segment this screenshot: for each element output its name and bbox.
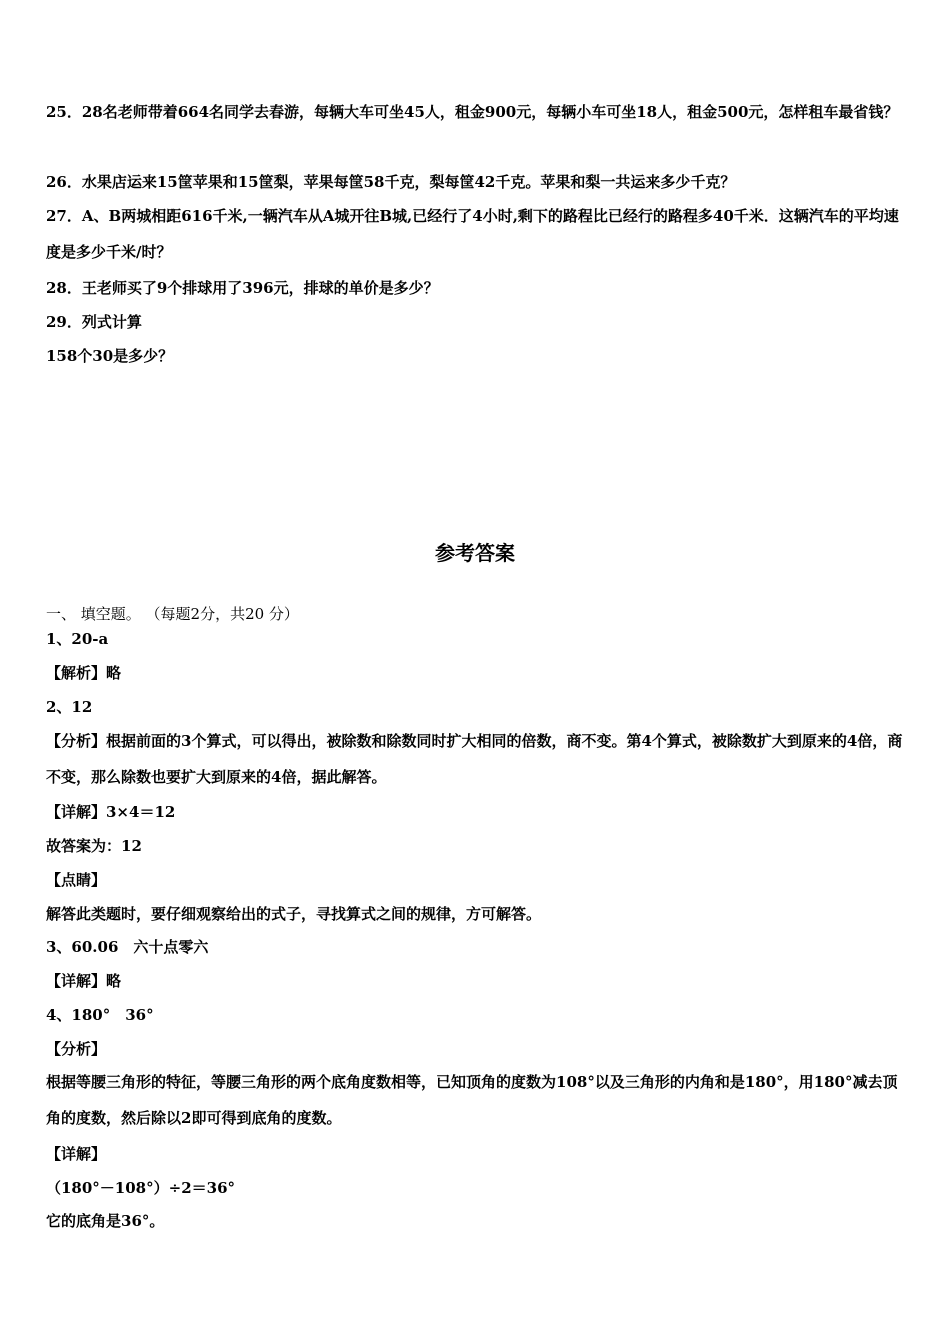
answer-2-analysis: 【分析】根据前面的3个算式，可以得出，被除数和除数同时扩大相同的倍数，商不变。第4个算式，被除数扩大到原来的4倍，商不变，那么除数也要扩大到原来的4倍，据此解答。	[46, 732, 903, 786]
answer-2: 2、12	[46, 698, 93, 716]
answer-1-analysis: 【解析】略	[46, 664, 122, 682]
answer-3-detail: 【详解】略	[46, 972, 122, 990]
answer-4-analysis-label: 【分析】	[46, 1040, 107, 1058]
answer-2-tip-label: 【点睛】	[46, 871, 107, 889]
question-29-body: 158个30是多少？	[46, 347, 174, 365]
section-heading: 一、 填空题。 （每题2分，共20 分）	[46, 605, 299, 623]
answer-2-result: 故答案为：12	[46, 837, 142, 855]
question-27: 27．A、B两城相距616千米,一辆汽车从A城开往B城,已经行了4小时,剩下的路程比已经行的路程多40千米．这辆汽车的平均速度是多少千米/时？	[46, 207, 899, 261]
answer-4-formula: （180°－108°）÷2＝36°	[46, 1179, 236, 1197]
question-29-title: 29．列式计算	[46, 313, 142, 331]
answer-4-analysis: 根据等腰三角形的特征，等腰三角形的两个底角度数相等，已知顶角的度数为108°以及三角形的内角和是180°，用180°减去顶角的度数，然后除以2即可得到底角的度数。	[46, 1073, 898, 1127]
answer-1: 1、20-a	[46, 630, 109, 648]
answers-title: 参考答案	[435, 541, 515, 565]
question-26: 26．水果店运来15筐苹果和15筐梨，苹果每筐58千克，梨每筐42千克。苹果和梨一共运来多少千克？	[46, 173, 736, 191]
answer-4-detail-label: 【详解】	[46, 1145, 107, 1163]
answer-4-conclusion: 它的底角是36°。	[46, 1212, 165, 1230]
answer-2-tip: 解答此类题时，要仔细观察给出的式子，寻找算式之间的规律，方可解答。	[46, 905, 542, 923]
answer-2-detail: 【详解】3×4＝12	[46, 803, 176, 821]
answer-3: 3、60.06 六十点零六	[46, 938, 209, 956]
question-25: 25．28名老师带着664名同学去春游，每辆大车可坐45人，租金900元，每辆小车可坐18人，租金500元，怎样租车最省钱？	[46, 103, 899, 121]
answer-4: 4、180° 36°	[46, 1006, 154, 1024]
question-28: 28．王老师买了9个排球用了396元，排球的单价是多少？	[46, 279, 439, 297]
